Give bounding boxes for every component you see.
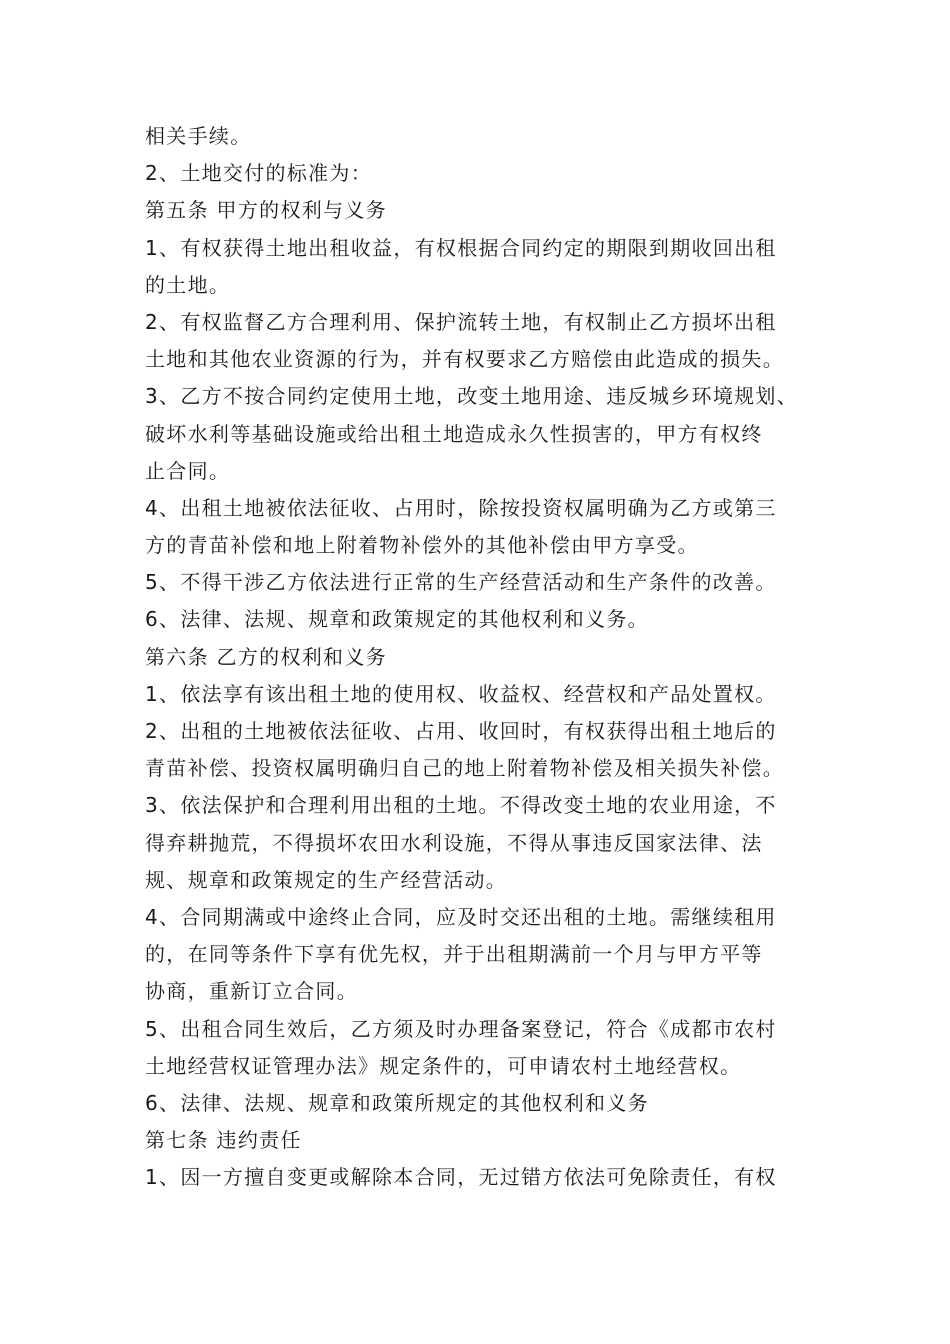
text-line: 的土地。: [145, 272, 231, 297]
text-line: 5、出租合同生效后，乙方须及时办理备案登记，符合《成都市农村: [145, 1016, 777, 1041]
text-line: 4、出租土地被依法征收、占用时，除按投资权属明确为乙方或第三: [145, 495, 777, 520]
section-heading: 第七条 违约责任: [145, 1128, 302, 1153]
text-line: 青苗补偿、投资权属明确归自己的地上附着物补偿及相关损失补偿。: [145, 756, 784, 781]
text-line: 规、规章和政策规定的生产经营活动。: [145, 867, 508, 892]
text-line: 2、有权监督乙方合理利用、保护流转土地，有权制止乙方损坏出租: [145, 309, 777, 334]
text-line: 相关手续。: [145, 124, 252, 148]
section-heading: 第五条 甲方的权利与义务: [145, 198, 387, 223]
text-line: 方的青苗补偿和地上附着物补偿外的其他补偿由甲方享受。: [145, 533, 699, 558]
text-line: 1、因一方擅自变更或解除本合同，无过错方依法可免除责任，有权: [145, 1165, 777, 1190]
text-line: 3、乙方不按合同约定使用土地，改变土地用途、违反城乡环境规划、: [145, 384, 799, 409]
text-line: 土地和其他农业资源的行为，并有权要求乙方赔偿由此造成的损失。: [145, 347, 784, 372]
section-heading: 第六条 乙方的权利和义务: [145, 644, 387, 669]
text-line: 2、出租的土地被依法征收、占用、收回时，有权获得出租土地后的: [145, 719, 777, 743]
text-line: 2、土地交付的标准为：: [145, 161, 373, 186]
text-line: 1、有权获得土地出租收益，有权根据合同约定的期限到期收回出租: [145, 235, 777, 260]
text-line: 土地经营权证管理办法》规定条件的，可申请农村土地经营权。: [145, 1053, 742, 1078]
text-line: 的，在同等条件下享有优先权，并于出租期满前一个月与甲方平等: [145, 942, 763, 967]
document-body: [145, 118, 835, 1196]
text-line: 4、合同期满或中途终止合同，应及时交还出租的土地。需继续租用: [145, 904, 777, 929]
text-line: 5、不得干涉乙方依法进行正常的生产经营活动和生产条件的改善。: [145, 570, 777, 595]
text-line: 1、依法享有该出租土地的使用权、收益权、经营权和产品处置权。: [145, 681, 777, 706]
text-line: 止合同。: [145, 458, 231, 483]
text-line: 3、依法保护和合理利用出租的土地。不得改变土地的农业用途，不: [145, 793, 777, 818]
text-line: 得弃耕抛荒，不得损坏农田水利设施，不得从事违反国家法律、法: [145, 830, 763, 855]
text-line: 协商，重新订立合同。: [145, 979, 358, 1004]
text-line: 破坏水利等基础设施或给出租土地造成永久性损害的，甲方有权终: [145, 421, 763, 446]
text-line: 6、法律、法规、规章和政策规定的其他权利和义务。: [145, 607, 649, 632]
text-line: 6、法律、法规、规章和政策所规定的其他权利和义务: [145, 1090, 649, 1115]
